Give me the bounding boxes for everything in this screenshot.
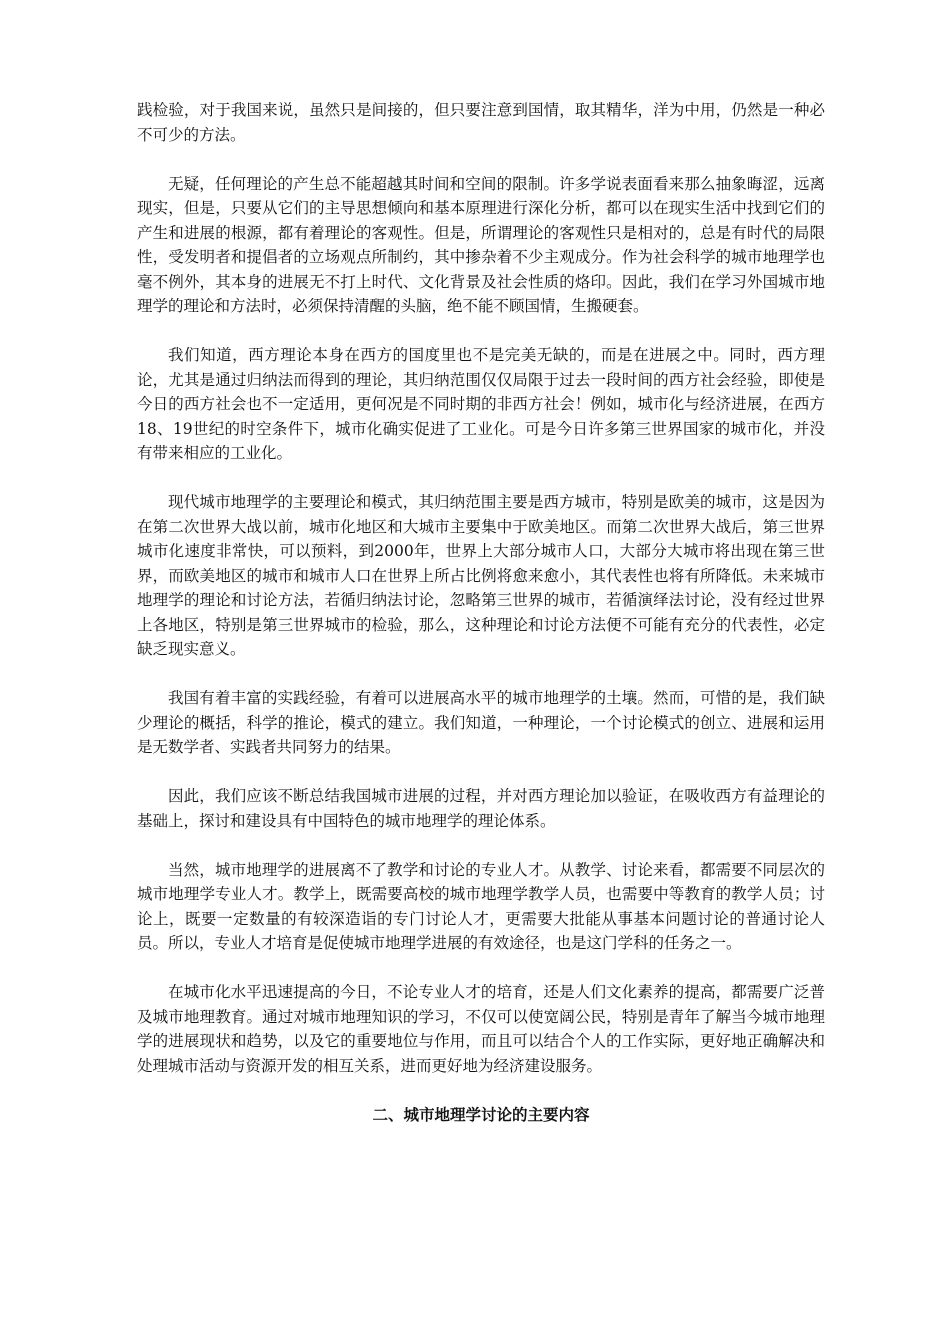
- paragraph-theory-system: 因此，我们应该不断总结我国城市进展的过程，并对西方理论加以验证，在吸收西方有益理论的基础上，探讨和建设具有中国特色的城市地理学的理论体系。: [137, 787, 825, 830]
- document-page: [137, 98, 825, 1127]
- paragraph-continuation: 践检验，对于我国来说，虽然只是间接的，但只要注意到国情，取其精华，洋为中用，仍然是一种必不可少的方法。: [137, 101, 825, 144]
- paragraph-china-experience: 我国有着丰富的实践经验，有着可以进展高水平的城市地理学的土壤。然而，可惜的是，我们缺少理论的概括，科学的推论，模式的建立。我们知道，一种理论，一个讨论模式的创立、进展和运用是无数学者、实践者共同努力的结果。: [137, 689, 825, 756]
- section-heading: 二、城市地理学讨论的主要内容: [372, 1104, 590, 1124]
- paragraph-western-theory: 我们知道，西方理论本身在西方的国度里也不是完美无缺的，而是在进展之中。同时，西方理论，尤其是通过归纳法而得到的理论，其归纳范围仅仅局限于过去一段时间的西方社会经验，即使是今日的西方社会也不一定适用，更何况是不同时期的非西方社会！例如，城市化与经济进展，在西方18、19世纪的时空条件下，城市化确实促进了工业化。可是今日许多第三世界国家的城市化，并没有带来相应的工业化。: [137, 346, 825, 462]
- paragraph-theory-limits: 无疑，任何理论的产生总不能超越其时间和空间的限制。许多学说表面看来那么抽象晦涩，远离现实，但是，只要从它们的主导思想倾向和基本原理进行深化分析，都可以在现实生活中找到它们的产生和进展的根源，都有着理论的客观性。但是，所谓理论的客观性只是相对的，总是有时代的局限性，受发明者和提倡者的立场观点所制约，其中掺杂着不少主观成分。作为社会科学的城市地理学也毫不例外，其本身的进展无不打上时代、文化背景及社会性质的烙印。因此，我们在学习外国城市地理学的理论和方法时，必须保持清醒的头脑，绝不能不顾国情，生搬硬套。: [137, 174, 825, 315]
- paragraph-modern-models: 现代城市地理学的主要理论和模式，其归纳范围主要是西方城市，特别是欧美的城市，这是因为在第二次世界大战以前，城市化地区和大城市主要集中于欧美地区。而第二次世界大战后，第三世界城市化速度非常快，可以预料，到2000年，世界上大部分城市人口，大部分大城市将出现在第三世界，而欧美地区的城市和城市人口在世界上所占比例将愈来愈小，其代表性也将有所降低。未来城市地理学的理论和讨论方法，若循归纳法讨论，忽略第三世界的城市，若循演绎法讨论，没有经过世界上各地区，特别是第三世界城市的检验，那么，这种理论和讨论方法便不可能有充分的代表性，必定缺乏现实意义。: [137, 493, 825, 658]
- paragraph-geography-education: 在城市化水平迅速提高的今日，不论专业人才的培育，还是人们文化素养的提高，都需要广泛普及城市地理教育。通过对城市地理知识的学习，不仅可以使宽阔公民，特别是青年了解当今城市地理学的进展现状和趋势，以及它的重要地位与作用，而且可以结合个人的工作实际，更好地正确解决和处理城市活动与资源开发的相互关系，进而更好地为经济建设服务。: [137, 983, 825, 1075]
- paragraph-professional-talent: 当然，城市地理学的进展离不了教学和讨论的专业人才。从教学、讨论来看，都需要不同层次的城市地理学专业人才。教学上，既需要高校的城市地理学教学人员，也需要中等教育的教学人员；讨论上，既要一定数量的有较深造诣的专门讨论人才，更需要大批能从事基本问题讨论的普通讨论人员。所以，专业人才培育是促使城市地理学进展的有效途径，也是这门学科的任务之一。: [137, 860, 825, 952]
